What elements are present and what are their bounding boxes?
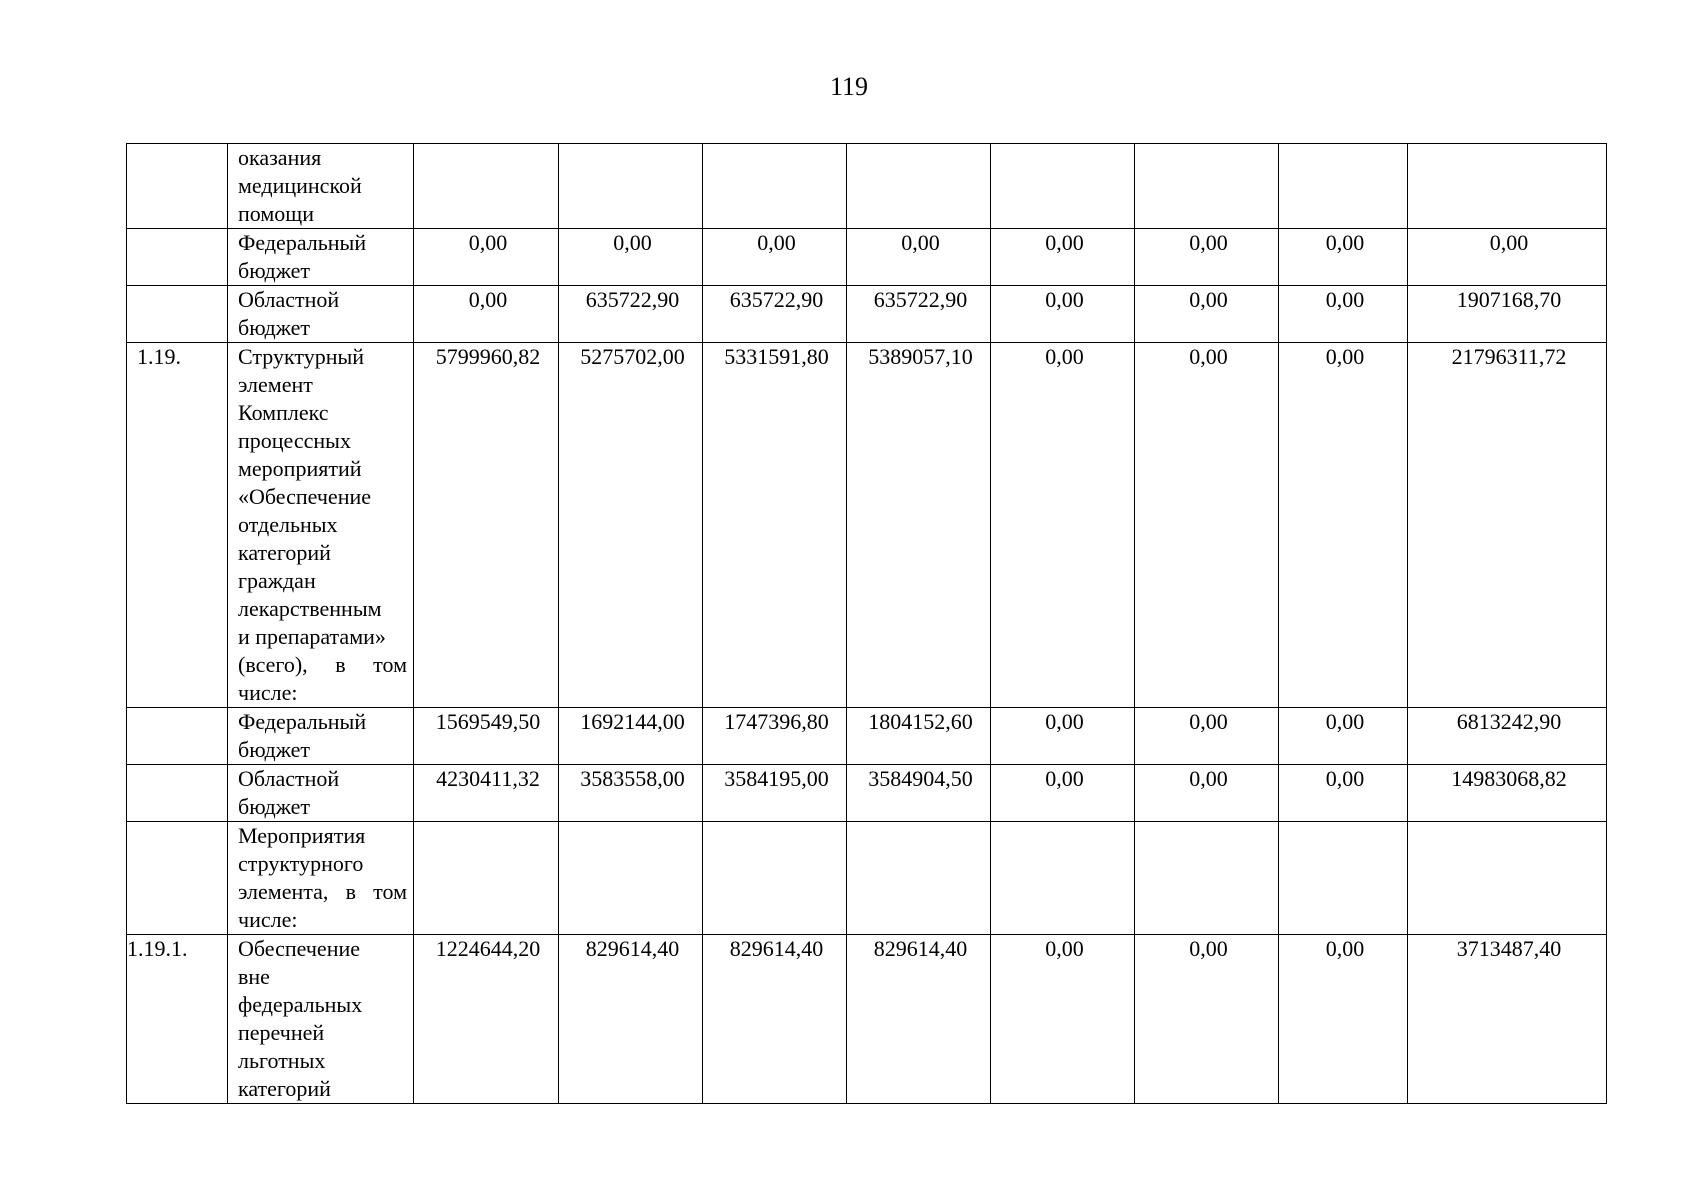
value-cell — [414, 144, 559, 229]
value-cell: 0,00 — [1135, 229, 1279, 286]
value-cell — [1408, 144, 1607, 229]
row-label-cell — [228, 144, 414, 229]
row-label-line: перечней — [238, 1020, 325, 1045]
value-cell: 5799960,82 — [414, 343, 559, 708]
value-cell: 0,00 — [1408, 229, 1607, 286]
value-cell: 6813242,90 — [1408, 708, 1607, 765]
row-label-line: помощи — [238, 201, 314, 226]
row-label-line: (всего), в том — [238, 652, 407, 677]
value-cell: 0,00 — [1135, 343, 1279, 708]
value-cell: 0,00 — [414, 286, 559, 343]
page-number: 119 — [829, 72, 869, 101]
table-row — [127, 708, 1607, 765]
row-label-line: процессных — [238, 428, 351, 453]
value-cell — [1135, 144, 1279, 229]
row-label-line: Структурный — [238, 344, 365, 369]
row-number-cell — [127, 229, 228, 286]
value-cell — [1408, 822, 1607, 935]
value-cell: 0,00 — [991, 343, 1135, 708]
value-cell — [559, 822, 703, 935]
row-label-line: бюджет — [238, 315, 310, 340]
value-cell: 1747396,80 — [703, 708, 847, 765]
value-cell: 0,00 — [1135, 935, 1279, 1104]
table-body — [127, 144, 1607, 1104]
row-label-line: элемент — [238, 372, 313, 397]
value-cell: 0,00 — [991, 765, 1135, 822]
value-cell: 1692144,00 — [559, 708, 703, 765]
row-number-cell — [127, 765, 228, 822]
row-label-line: бюджет — [238, 737, 310, 762]
row-label-line: лекарственным — [238, 596, 382, 621]
value-cell: 0,00 — [991, 935, 1135, 1104]
row-label-cell — [228, 708, 414, 765]
row-number-cell — [127, 286, 228, 343]
value-cell: 5331591,80 — [703, 343, 847, 708]
row-label-cell — [228, 822, 414, 935]
row-label-line: медицинской — [238, 173, 362, 198]
value-cell: 3584195,00 — [703, 765, 847, 822]
value-cell: 829614,40 — [847, 935, 991, 1104]
value-cell: 0,00 — [1279, 286, 1408, 343]
row-label-line: и препаратами» — [238, 624, 386, 649]
row-label-line: бюджет — [238, 258, 310, 283]
row-label-line: бюджет — [238, 794, 310, 819]
value-cell: 635722,90 — [847, 286, 991, 343]
table-row — [127, 229, 1607, 286]
row-label-line: Областной — [238, 766, 340, 791]
row-label-line: структурного — [238, 851, 364, 876]
row-number-cell — [127, 144, 228, 229]
value-cell: 0,00 — [847, 229, 991, 286]
value-cell: 1224644,20 — [414, 935, 559, 1104]
value-cell: 3713487,40 — [1408, 935, 1607, 1104]
row-label-cell — [228, 935, 414, 1104]
row-label-line: Федеральный — [238, 709, 367, 734]
value-cell — [991, 822, 1135, 935]
row-number-cell — [127, 822, 228, 935]
value-cell: 829614,40 — [559, 935, 703, 1104]
row-label-line: оказания — [238, 145, 322, 170]
value-cell — [703, 822, 847, 935]
row-label-line: льготных — [238, 1048, 326, 1073]
row-label-cell — [228, 765, 414, 822]
value-cell: 21796311,72 — [1408, 343, 1607, 708]
value-cell: 5389057,10 — [847, 343, 991, 708]
value-cell: 0,00 — [1279, 708, 1408, 765]
row-label-cell — [228, 343, 414, 708]
value-cell — [991, 144, 1135, 229]
value-cell: 0,00 — [991, 286, 1135, 343]
value-cell: 1907168,70 — [1408, 286, 1607, 343]
row-number-cell — [127, 708, 228, 765]
row-label-line: категорий — [238, 540, 331, 565]
row-label-line: элемента, в том — [238, 879, 407, 904]
value-cell: 1569549,50 — [414, 708, 559, 765]
value-cell — [1279, 822, 1408, 935]
value-cell: 829614,40 — [703, 935, 847, 1104]
value-cell — [847, 144, 991, 229]
row-label-line: Областной — [238, 287, 340, 312]
value-cell: 14983068,82 — [1408, 765, 1607, 822]
value-cell: 0,00 — [1135, 765, 1279, 822]
value-cell: 1804152,60 — [847, 708, 991, 765]
row-number-cell: 1.19. — [127, 343, 228, 708]
table-row — [127, 286, 1607, 343]
row-label-line: числе: — [238, 907, 298, 932]
row-label-line: мероприятий — [238, 456, 362, 481]
table-row — [127, 822, 1607, 935]
row-label-line: Обеспечение — [238, 936, 360, 961]
value-cell: 0,00 — [559, 229, 703, 286]
value-cell — [1135, 822, 1279, 935]
row-label-line: Федеральный — [238, 230, 367, 255]
row-label-line: отдельных — [238, 512, 338, 537]
table-row — [127, 935, 1607, 1104]
budget-table — [126, 143, 1607, 1104]
value-cell: 635722,90 — [703, 286, 847, 343]
row-number-cell: 1.19.1. — [127, 935, 228, 1104]
row-label-cell — [228, 286, 414, 343]
value-cell: 3584904,50 — [847, 765, 991, 822]
table-row — [127, 765, 1607, 822]
value-cell: 0,00 — [1135, 708, 1279, 765]
value-cell: 0,00 — [414, 229, 559, 286]
row-label-line: вне — [238, 964, 270, 989]
value-cell — [414, 822, 559, 935]
table-row — [127, 343, 1607, 708]
value-cell: 0,00 — [703, 229, 847, 286]
row-label-cell — [228, 229, 414, 286]
value-cell: 0,00 — [1135, 286, 1279, 343]
row-label-line: числе: — [238, 680, 298, 705]
value-cell: 0,00 — [1279, 343, 1408, 708]
row-label-line: Мероприятия — [238, 823, 366, 848]
value-cell: 0,00 — [1279, 229, 1408, 286]
value-cell: 635722,90 — [559, 286, 703, 343]
value-cell — [703, 144, 847, 229]
row-label-line: федеральных — [238, 992, 363, 1017]
value-cell: 3583558,00 — [559, 765, 703, 822]
value-cell: 0,00 — [991, 708, 1135, 765]
row-label-line: граждан — [238, 568, 316, 593]
table-row — [127, 144, 1607, 229]
row-label-line: Комплекс — [238, 400, 329, 425]
value-cell: 0,00 — [1279, 935, 1408, 1104]
row-label-line: категорий — [238, 1076, 331, 1101]
row-label-line: «Обеспечение — [238, 484, 371, 509]
value-cell: 4230411,32 — [414, 765, 559, 822]
value-cell — [559, 144, 703, 229]
value-cell: 5275702,00 — [559, 343, 703, 708]
value-cell: 0,00 — [991, 229, 1135, 286]
value-cell — [847, 822, 991, 935]
value-cell: 0,00 — [1279, 765, 1408, 822]
value-cell — [1279, 144, 1408, 229]
